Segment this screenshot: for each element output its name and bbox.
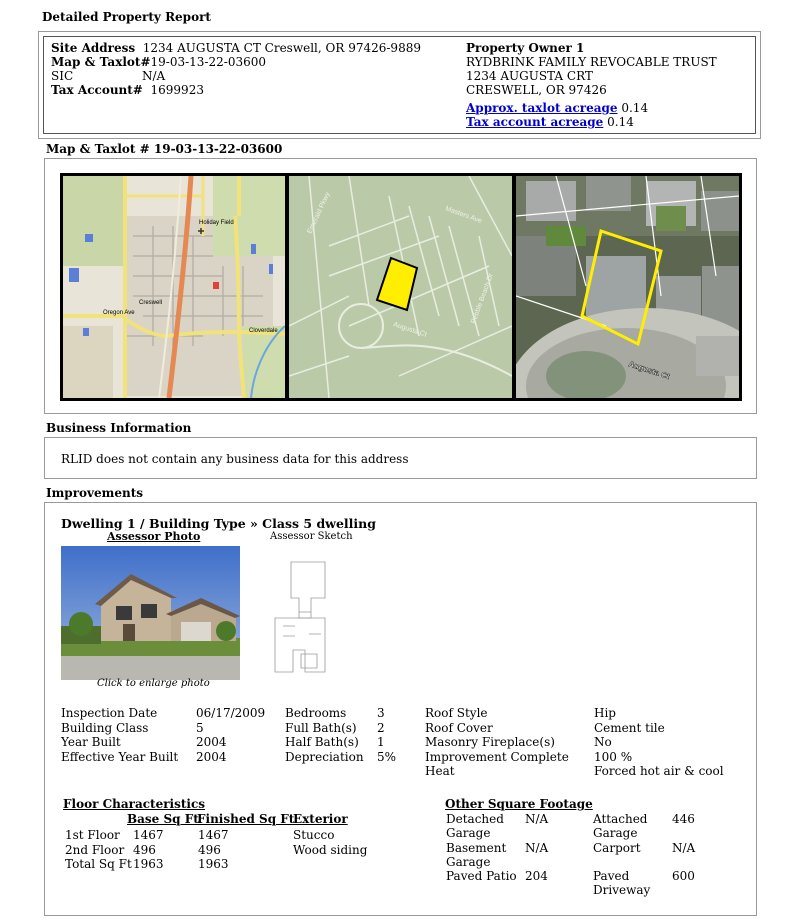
aerial-map[interactable] xyxy=(516,176,739,398)
assessor-photo[interactable] xyxy=(61,546,240,680)
heat-label: Heat xyxy=(425,764,455,779)
assessor-sketch-link[interactable]: Assessor Sketch xyxy=(270,531,353,542)
exterior-header: Exterior xyxy=(293,812,348,826)
effective-year-built-value: 2004 xyxy=(196,749,227,764)
full-baths-label: Full Bath(s) xyxy=(285,720,357,735)
floor-base-values xyxy=(133,828,164,872)
holiday-field-label: Holiday Field xyxy=(199,220,234,226)
floor-finished-value: 496 xyxy=(198,842,221,857)
owner-street: 1234 AUGUSTA CRT xyxy=(466,69,593,83)
improvement-complete-value: 100 % xyxy=(594,749,633,764)
year-built-label: Year Built xyxy=(61,735,121,750)
sic-value: N/A xyxy=(142,69,166,83)
parcel-map-graphic xyxy=(289,176,512,398)
detached-garage-label: Detached Garage xyxy=(446,812,504,840)
inspection-date-value: 06/17/2009 xyxy=(196,706,266,720)
masonry-fireplace-value: No xyxy=(594,735,612,750)
floor-labels xyxy=(65,828,132,872)
tax-account-acreage-link[interactable]: Tax account acreage xyxy=(466,115,604,129)
floor-row-label: 1st Floor xyxy=(65,828,120,842)
assessor-photo-link[interactable]: Assessor Photo xyxy=(107,530,201,543)
effective-year-built-label: Effective Year Built xyxy=(61,749,179,764)
paved-driveway-label: Paved Driveway xyxy=(593,869,651,897)
owner-label: Property Owner 1 xyxy=(466,41,585,55)
business-title: Business Information xyxy=(46,421,192,435)
emerald-pkwy-label: Emerald Pkwy xyxy=(306,191,332,235)
taxlot-acreage-link[interactable]: Approx. taxlot acreage xyxy=(466,101,618,115)
assessor-sketch[interactable] xyxy=(245,550,365,680)
sic-label: SIC xyxy=(51,69,74,83)
paved-patio-label: Paved Patio xyxy=(446,869,517,883)
tax-account-label: Tax Account# xyxy=(51,83,143,97)
depreciation-label: Depreciation xyxy=(285,749,364,764)
exterior-values xyxy=(293,828,367,857)
site-address-label: Site Address xyxy=(51,41,136,55)
bedrooms-value: 3 xyxy=(377,706,385,720)
building-class-label: Building Class xyxy=(61,720,149,735)
basement-garage-value: N/A xyxy=(525,841,549,855)
details-col2-labels xyxy=(285,706,364,764)
year-built-value: 2004 xyxy=(196,735,227,750)
floor-row-label: 2nd Floor xyxy=(65,842,125,857)
attached-garage-label: Attached Garage xyxy=(593,812,648,840)
building-class-value: 5 xyxy=(196,720,204,735)
map-taxlot-value: 19-03-13-22-03600 xyxy=(150,55,266,69)
augusta-ct-label-parcel: Augusta Ct xyxy=(392,321,428,339)
paved-driveway-value: 600 xyxy=(672,869,695,883)
heat-value: Forced hot air & cool xyxy=(594,764,724,779)
floor-finished-value: 1963 xyxy=(198,857,229,872)
house-photo-graphic xyxy=(61,546,240,680)
aerial-map-graphic xyxy=(516,176,739,398)
other-sqft-title: Other Square Footage xyxy=(445,797,593,811)
details-col3-labels xyxy=(425,706,569,779)
parcel-map[interactable] xyxy=(289,176,512,398)
dwelling-title: Dwelling 1 / Building Type » Class 5 dwelling xyxy=(61,516,376,531)
details-col2-values xyxy=(377,706,396,764)
augusta-ct-label-aerial: Augusta Ct xyxy=(627,359,671,382)
floor-base-value: 1467 xyxy=(133,828,164,842)
map-section-title: Map & Taxlot # 19-03-13-22-03600 xyxy=(46,142,283,156)
pebble-beach-label: Pebble Beach Dr xyxy=(470,272,495,325)
roof-style-value: Hip xyxy=(594,706,616,720)
floor-finished-values xyxy=(198,828,229,872)
owner-name: RYDBRINK FAMILY REVOCABLE TRUST xyxy=(466,55,717,69)
roof-cover-value: Cement tile xyxy=(594,720,665,735)
taxlot-acreage-value: 0.14 xyxy=(621,101,649,115)
floor-row-label: Total Sq Ft xyxy=(65,857,132,872)
details-col1-labels xyxy=(61,706,178,764)
carport-value: N/A xyxy=(672,841,696,855)
improvement-complete-label: Improvement Complete xyxy=(425,749,569,764)
floor-base-value: 496 xyxy=(133,842,156,857)
floor-base-value: 1963 xyxy=(133,857,164,872)
owner-city: CRESWELL, OR 97426 xyxy=(466,83,607,97)
base-sqft-header: Base Sq Ft xyxy=(127,812,199,826)
oregon-ave-label: Oregon Ave xyxy=(103,310,135,316)
full-baths-value: 2 xyxy=(377,720,385,735)
paved-patio-value: 204 xyxy=(525,869,548,883)
tax-account-value: 1699923 xyxy=(150,83,204,97)
business-message: RLID does not contain any business data for this address xyxy=(61,452,409,466)
owner-info xyxy=(466,41,717,129)
masonry-fireplace-label: Masonry Fireplace(s) xyxy=(425,735,555,750)
roof-cover-label: Roof Cover xyxy=(425,720,493,735)
roof-style-label: Roof Style xyxy=(425,706,488,720)
details-col1-values xyxy=(196,706,265,764)
detached-garage-value: N/A xyxy=(525,812,549,826)
basement-garage-label: Basement Garage xyxy=(446,841,507,869)
masters-ave-label: Masters Ave xyxy=(444,205,483,226)
floor-characteristics-title: Floor Characteristics xyxy=(63,797,206,811)
report-title: Detailed Property Report xyxy=(42,10,211,24)
half-baths-label: Half Bath(s) xyxy=(285,735,359,750)
map-taxlot-label: Map & Taxlot# xyxy=(51,55,151,69)
tax-account-acreage-value: 0.14 xyxy=(607,115,634,129)
vicinity-map-graphic xyxy=(63,176,285,398)
bedrooms-label: Bedrooms xyxy=(285,706,347,720)
sketch-graphic xyxy=(245,550,365,680)
attached-garage-value: 446 xyxy=(672,812,695,826)
details-col3-values xyxy=(594,706,724,779)
carport-label: Carport xyxy=(593,841,641,855)
floor-finished-value: 1467 xyxy=(198,828,229,842)
half-baths-value: 1 xyxy=(377,735,385,750)
click-enlarge-caption[interactable]: Click to enlarge photo xyxy=(97,678,210,689)
exterior-value: Wood siding xyxy=(293,842,368,857)
cloverdale-label: Cloverdale xyxy=(249,328,278,334)
map-strip xyxy=(60,173,742,401)
creswell-label: Creswell xyxy=(139,300,163,306)
exterior-value: Stucco xyxy=(293,828,335,842)
site-info xyxy=(51,41,421,97)
depreciation-value: 5% xyxy=(377,749,397,764)
vicinity-map[interactable] xyxy=(63,176,285,398)
site-address: 1234 AUGUSTA CT Creswell, OR 97426-9889 xyxy=(142,41,421,55)
improvements-title: Improvements xyxy=(46,486,143,500)
inspection-date-label: Inspection Date xyxy=(61,706,158,720)
finished-sqft-header: Finished Sq Ft xyxy=(197,812,295,826)
